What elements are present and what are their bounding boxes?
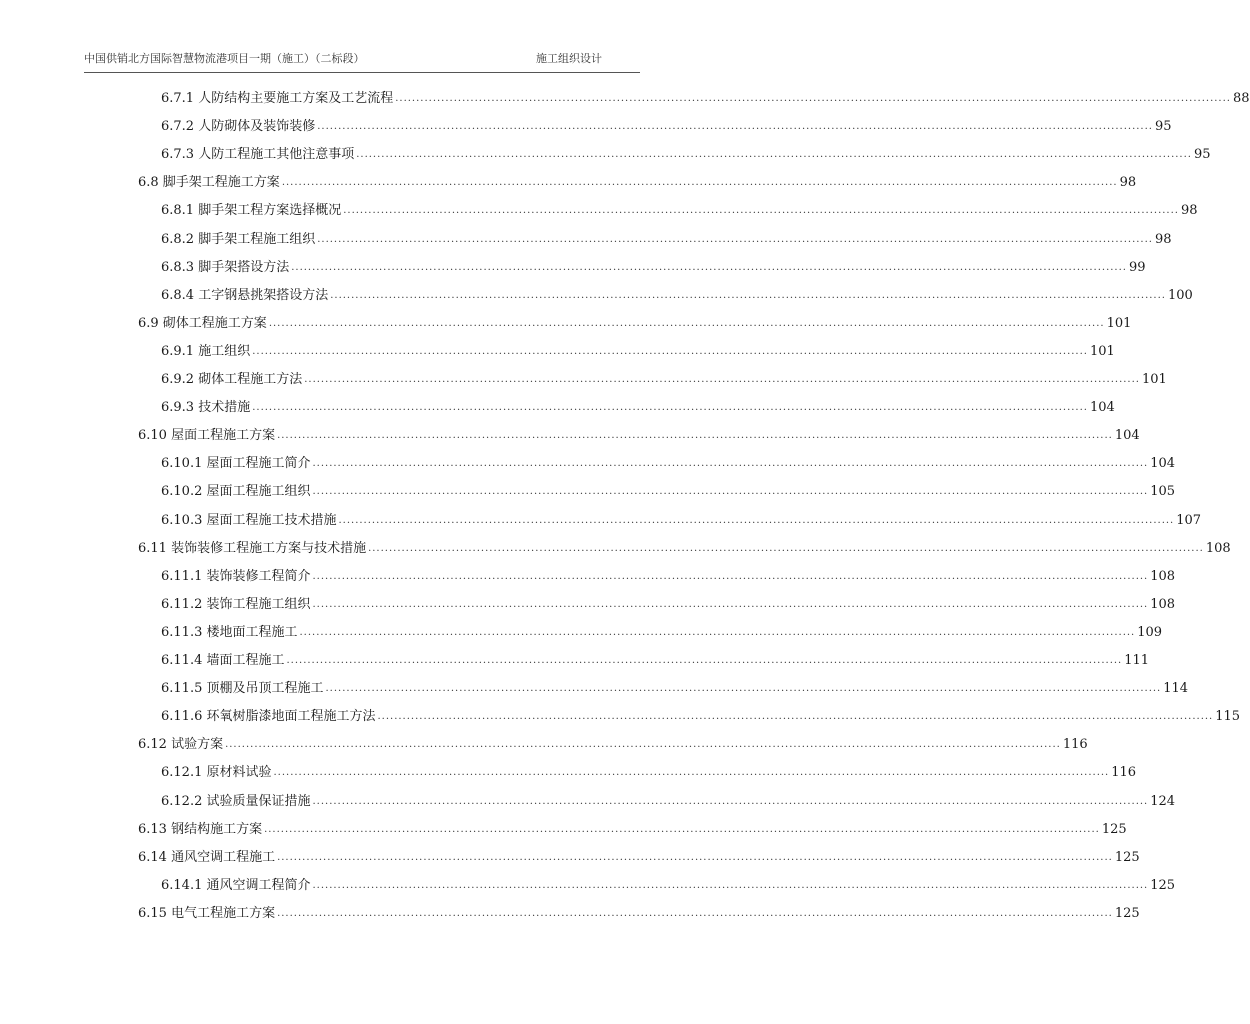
toc-entry[interactable]: [138, 817, 1127, 839]
toc-entry-page-number: 111: [1124, 653, 1150, 668]
toc-dot-leader: ........................................................................................................................................................................................................: [325, 683, 1162, 695]
toc-entry-title: 6.8.4 工字钢悬挑架搭设方法: [161, 287, 329, 303]
toc-entry[interactable]: [138, 901, 1140, 923]
toc-entry-title: 6.12.2 试验质量保证措施: [161, 793, 311, 809]
toc-dot-leader: ........................................................................................................................................................................................................: [330, 289, 1166, 301]
toc-entry[interactable]: [161, 620, 1163, 642]
toc-entry-page-number: 104: [1150, 456, 1176, 472]
toc-entry-title: 6.7.2 人防砌体及装饰装修: [161, 119, 316, 135]
toc-entry-page-number: 116: [1062, 737, 1088, 753]
toc-entry-title: 6.9.1 施工组织: [161, 343, 251, 359]
toc-entry-page-number: 98: [1154, 231, 1172, 247]
toc-entry[interactable]: [161, 592, 1176, 614]
toc-dot-leader: ........................................................................................................................................................................................................: [299, 626, 1136, 638]
toc-entry-page-number: 105: [1150, 484, 1176, 500]
toc-entry[interactable]: [161, 283, 1193, 305]
toc-entry-page-number: 101: [1141, 372, 1167, 387]
toc-dot-leader: ........................................................................................................................................................................................................: [304, 374, 1140, 385]
toc-entry-page-number: 125: [1114, 905, 1140, 921]
toc-dot-leader: ........................................................................................................................................................................................................: [312, 795, 1149, 807]
toc-entry-page-number: 125: [1114, 849, 1140, 865]
toc-entry[interactable]: [161, 479, 1176, 501]
toc-entry-title: 6.11 装饰装修工程施工方案与技术措施: [138, 540, 367, 556]
toc-dot-leader: ........................................................................................................................................................................................................: [368, 542, 1204, 554]
toc-dot-leader: ........................................................................................................................................................................................................: [377, 711, 1214, 723]
toc-entry-page-number: 98: [1180, 203, 1198, 219]
toc-entry[interactable]: [161, 704, 1241, 726]
toc-entry-page-number: 104: [1089, 400, 1115, 416]
toc-entry-page-number: 95: [1193, 147, 1211, 163]
toc-entry-title: 6.11.2 装饰工程施工组织: [161, 596, 311, 612]
toc-entry-page-number: 124: [1150, 793, 1176, 809]
header-document-type: 施工组织设计: [536, 52, 602, 65]
toc-entry-page-number: 114: [1163, 681, 1189, 697]
toc-dot-leader: ........................................................................................................................................................................................................: [264, 823, 1100, 835]
toc-entry-title: 6.12 试验方案: [138, 737, 224, 753]
page-header: [84, 50, 640, 70]
toc-entry[interactable]: [161, 255, 1146, 277]
toc-dot-leader: ........................................................................................................................................................................................................: [312, 598, 1149, 610]
toc-entry-page-number: 95: [1154, 119, 1172, 135]
toc-dot-leader: ........................................................................................................................................................................................................: [291, 261, 1127, 273]
toc-entry-title: 6.12.1 原材料试验: [161, 765, 272, 781]
toc-entry-page-number: 115: [1215, 709, 1241, 725]
toc-dot-leader: ........................................................................................................................................................................................................: [312, 879, 1149, 891]
toc-entry-page-number: 98: [1119, 175, 1137, 191]
header-project-title: 中国供销北方国际智慧物流港项目一期（施工）（二标段）: [84, 52, 365, 65]
toc-dot-leader: ........................................................................................................................................................................................................: [356, 149, 1192, 161]
toc-entry[interactable]: [161, 789, 1176, 811]
toc-entry[interactable]: [161, 367, 1167, 389]
toc-entry-page-number: 125: [1101, 821, 1127, 837]
toc-entry-title: 6.11.6 环氧树脂漆地面工程施工方法: [161, 709, 376, 725]
toc-entry-title: 6.11.5 顶棚及吊顶工程施工: [161, 681, 324, 697]
toc-entry-title: 6.10.3 屋面工程施工技术措施: [161, 512, 337, 528]
toc-dot-leader: ........................................................................................................................................................................................................: [312, 458, 1149, 470]
toc-entry-title: 6.7.1 人防结构主要施工方案及工艺流程: [161, 91, 394, 106]
toc-entry-page-number: 101: [1089, 343, 1115, 359]
toc-entry-title: 6.9 砌体工程施工方案: [138, 315, 267, 331]
toc-entry-page-number: 108: [1150, 568, 1176, 584]
toc-entry-title: 6.11.1 装饰装修工程简介: [161, 568, 311, 584]
toc-entry-page-number: 99: [1128, 259, 1146, 275]
toc-entry-title: 6.7.3 人防工程施工其他注意事项: [161, 147, 355, 163]
toc-entry[interactable]: [161, 564, 1176, 586]
toc-entry[interactable]: [138, 311, 1132, 333]
toc-entry[interactable]: [161, 86, 1250, 108]
toc-entry[interactable]: [161, 648, 1150, 670]
toc-entry-page-number: 107: [1176, 512, 1202, 528]
toc-entry[interactable]: [161, 142, 1211, 164]
toc-entry-title: 6.9.3 技术措施: [161, 400, 251, 416]
toc-entry-page-number: 108: [1150, 596, 1176, 612]
toc-dot-leader: ........................................................................................................................................................................................................: [225, 739, 1061, 751]
toc-entry-page-number: 100: [1167, 287, 1193, 303]
toc-dot-leader: ........................................................................................................................................................................................................: [338, 514, 1175, 526]
toc-entry-title: 6.13 钢结构施工方案: [138, 821, 263, 837]
toc-entry-title: 6.10 屋面工程施工方案: [138, 428, 276, 444]
toc-entry-title: 6.10.1 屋面工程施工简介: [161, 456, 311, 472]
toc-dot-leader: ........................................................................................................................................................................................................: [312, 486, 1149, 498]
toc-entry[interactable]: [161, 760, 1137, 782]
toc-entry-page-number: 108: [1205, 540, 1231, 556]
toc-dot-leader: ........................................................................................................................................................................................................: [343, 205, 1179, 217]
toc-entry-title: 6.14 通风空调工程施工: [138, 849, 276, 865]
toc-dot-leader: ........................................................................................................................................................................................................: [395, 93, 1231, 104]
toc-dot-leader: ........................................................................................................................................................................................................: [252, 345, 1088, 357]
toc-entry-page-number: 109: [1137, 624, 1163, 640]
toc-dot-leader: ........................................................................................................................................................................................................: [286, 655, 1123, 666]
toc-dot-leader: ........................................................................................................................................................................................................: [277, 851, 1113, 863]
toc-entry[interactable]: [138, 845, 1140, 867]
toc-entry[interactable]: [138, 170, 1137, 192]
toc-entry-title: 6.8.2 脚手架工程施工组织: [161, 231, 316, 247]
toc-entry-page-number: 125: [1150, 877, 1176, 893]
toc-entry-title: 6.9.2 砌体工程施工方法: [161, 372, 303, 387]
toc-entry-title: 6.8 脚手架工程施工方案: [138, 175, 280, 191]
toc-dot-leader: ........................................................................................................................................................................................................: [317, 233, 1153, 245]
toc-entry-title: 6.8.3 脚手架搭设方法: [161, 259, 290, 275]
toc-entry-page-number: 116: [1111, 765, 1137, 781]
toc-entry-title: 6.11.4 墙面工程施工: [161, 653, 285, 668]
toc-dot-leader: ........................................................................................................................................................................................................: [252, 402, 1088, 414]
toc-entry-title: 6.14.1 通风空调工程简介: [161, 877, 311, 893]
toc-dot-leader: ........................................................................................................................................................................................................: [268, 317, 1105, 329]
toc-entry[interactable]: [161, 451, 1176, 473]
toc-entry-title: 6.15 电气工程施工方案: [138, 905, 276, 921]
toc-entry[interactable]: [138, 423, 1140, 445]
header-divider: [84, 72, 640, 73]
toc-entry[interactable]: [161, 227, 1172, 249]
toc-entry[interactable]: [161, 508, 1202, 530]
toc-dot-leader: ........................................................................................................................................................................................................: [281, 177, 1118, 189]
toc-entry[interactable]: [161, 198, 1198, 220]
toc-entry[interactable]: [161, 676, 1189, 698]
toc-entry-page-number: 88: [1232, 91, 1250, 106]
toc-entry-title: 6.11.3 楼地面工程施工: [161, 624, 298, 640]
toc-entry[interactable]: [138, 536, 1231, 558]
toc-entry-page-number: 104: [1114, 428, 1140, 444]
toc-entry[interactable]: [161, 114, 1172, 136]
toc-entry-title: 6.10.2 屋面工程施工组织: [161, 484, 311, 500]
toc-dot-leader: ........................................................................................................................................................................................................: [312, 570, 1149, 582]
toc-entry-page-number: 101: [1106, 315, 1132, 331]
toc-entry[interactable]: [161, 873, 1176, 895]
toc-entry[interactable]: [138, 732, 1088, 754]
toc-entry[interactable]: [161, 395, 1115, 417]
toc-dot-leader: ........................................................................................................................................................................................................: [277, 907, 1113, 919]
toc-dot-leader: ........................................................................................................................................................................................................: [273, 767, 1110, 779]
toc-dot-leader: ........................................................................................................................................................................................................: [277, 430, 1113, 442]
toc-entry-title: 6.8.1 脚手架工程方案选择概况: [161, 203, 342, 219]
toc-entry[interactable]: [161, 339, 1115, 361]
toc-dot-leader: ........................................................................................................................................................................................................: [317, 121, 1153, 133]
